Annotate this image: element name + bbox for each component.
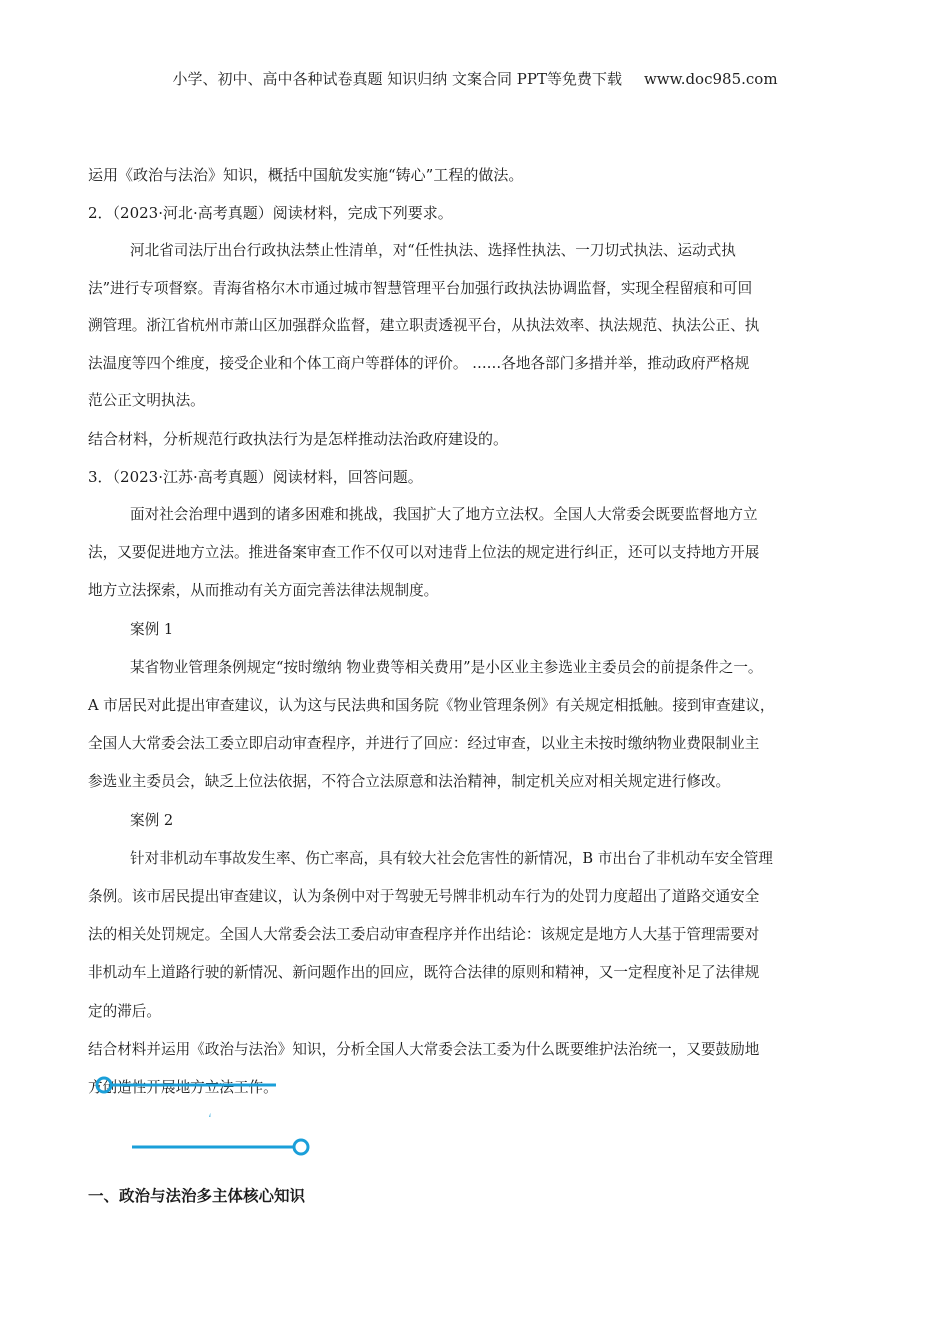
q3-material-line: 面对社会治理中遇到的诸多困难和挑战，我国扩大了地方立法权。全国人大常委会既要监督地方立 bbox=[130, 505, 758, 523]
banner-left-circle bbox=[97, 1078, 111, 1092]
case1-line: 全国人大常委会法工委立即启动审查程序，并进行了回应：经过审查，以业主未按时缴纳物业费限制业主 bbox=[88, 735, 760, 753]
section-title: 一、政治与法治多主体核心知识 bbox=[88, 1187, 306, 1205]
q2-material-line: 溯管理。浙江省杭州市萧山区加强群众监督，建立职责透视平台，从执法效率、执法规范、执法公正、执 bbox=[88, 317, 760, 335]
intro-line: 运用《政治与法治》知识，概括中国航发实施“铸心”工程的做法。 bbox=[88, 166, 524, 184]
q2-material-line: 河北省司法厅出台行政执法禁止性清单，对“任性执法、选择性执法、一刀切式执法、运动式执 bbox=[130, 242, 736, 259]
q2-material-line: 范公正文明执法。 bbox=[88, 392, 205, 410]
case2-label: 案例 2 bbox=[130, 811, 174, 829]
header-text: 小学、初中、高中各种试卷真题 知识归纳 文案合同 PPT等免费下载 bbox=[172, 70, 622, 88]
q3-question-line: 结合材料并运用《政治与法治》知识，分析全国人大常委会法工委为什么既要维护法治统一，又要鼓励地 bbox=[88, 1040, 760, 1058]
q3-material-line: 地方立法探索，从而推动有关方面完善法律法规制度。 bbox=[88, 582, 439, 600]
case1-label: 案例 1 bbox=[130, 620, 174, 638]
q3-question-line: 方创造性开展地方立法工作。 bbox=[88, 1079, 278, 1097]
q2-material-line: 法”进行专项督察。青海省格尔木市通过城市智慧管理平台加强行政执法协调监督，实现全程留痕和可回 bbox=[88, 279, 753, 297]
q2-question: 结合材料，分析规范行政执法行为是怎样推动法治政府建设的。 bbox=[88, 429, 509, 448]
case2-line: 非机动车上道路行驶的新情况、新问题作出的回应，既符合法律的原则和精神，又一定程度补足了法律规 bbox=[88, 964, 760, 982]
banner-right-circle bbox=[294, 1140, 308, 1154]
solution-tips-banner bbox=[94, 1074, 316, 1166]
document-body bbox=[88, 156, 868, 1107]
case2-line: 针对非机动车事故发生率、伤亡率高，具有较大社会危害性的新情况，B 市出台了非机动车安全管理 bbox=[130, 849, 773, 867]
q3-material-line: 法，又要促进地方立法。推进备案审查工作不仅可以对违背上位法的规定进行纠正，还可以支持地方开展 bbox=[88, 544, 760, 562]
q2-material bbox=[88, 232, 868, 420]
q3-heading: 3．（2023·江苏·高考真题）阅读材料，回答问题。 bbox=[88, 467, 423, 486]
case1-line: 参选业主委员会，缺乏上位法依据，不符合立法原意和法治精神，制定机关应对相关规定进行修改。 bbox=[88, 773, 731, 791]
case2-line: 条例。该市居民提出审查建议，认为条例中对于驾驶无号牌非机动车行为的处罚力度超出了道路交通安全 bbox=[88, 888, 760, 905]
case1-line: 某省物业管理条例规定“按时缴纳 物业费等相关费用”是小区业主参选业主委员会的前提条件之一。 bbox=[130, 658, 763, 676]
q3-material bbox=[88, 496, 868, 1107]
q2-heading: 2．（2023·河北·高考真题）阅读材料，完成下列要求。 bbox=[88, 204, 453, 222]
case2-line: 法的相关处罚规定。全国人大常委会法工委启动审查程序并作出结论：该规定是地方人大基于管理需要对 bbox=[88, 926, 760, 944]
banner-label: 解题秘籍 bbox=[151, 1103, 257, 1133]
q2-material-line: 法温度等四个维度，接受企业和个体工商户等群体的评价。 ……各地各部门多措并举，推动政府严格规 bbox=[88, 354, 750, 372]
header-site: www.doc985.com bbox=[643, 70, 778, 88]
case2-line: 定的滞后。 bbox=[88, 1002, 161, 1020]
case1-line: A 市居民对此提出审查建议，认为这与民法典和国务院《物业管理条例》有关规定相抵触。接到审查建议， bbox=[88, 696, 775, 714]
page-header bbox=[0, 68, 950, 89]
